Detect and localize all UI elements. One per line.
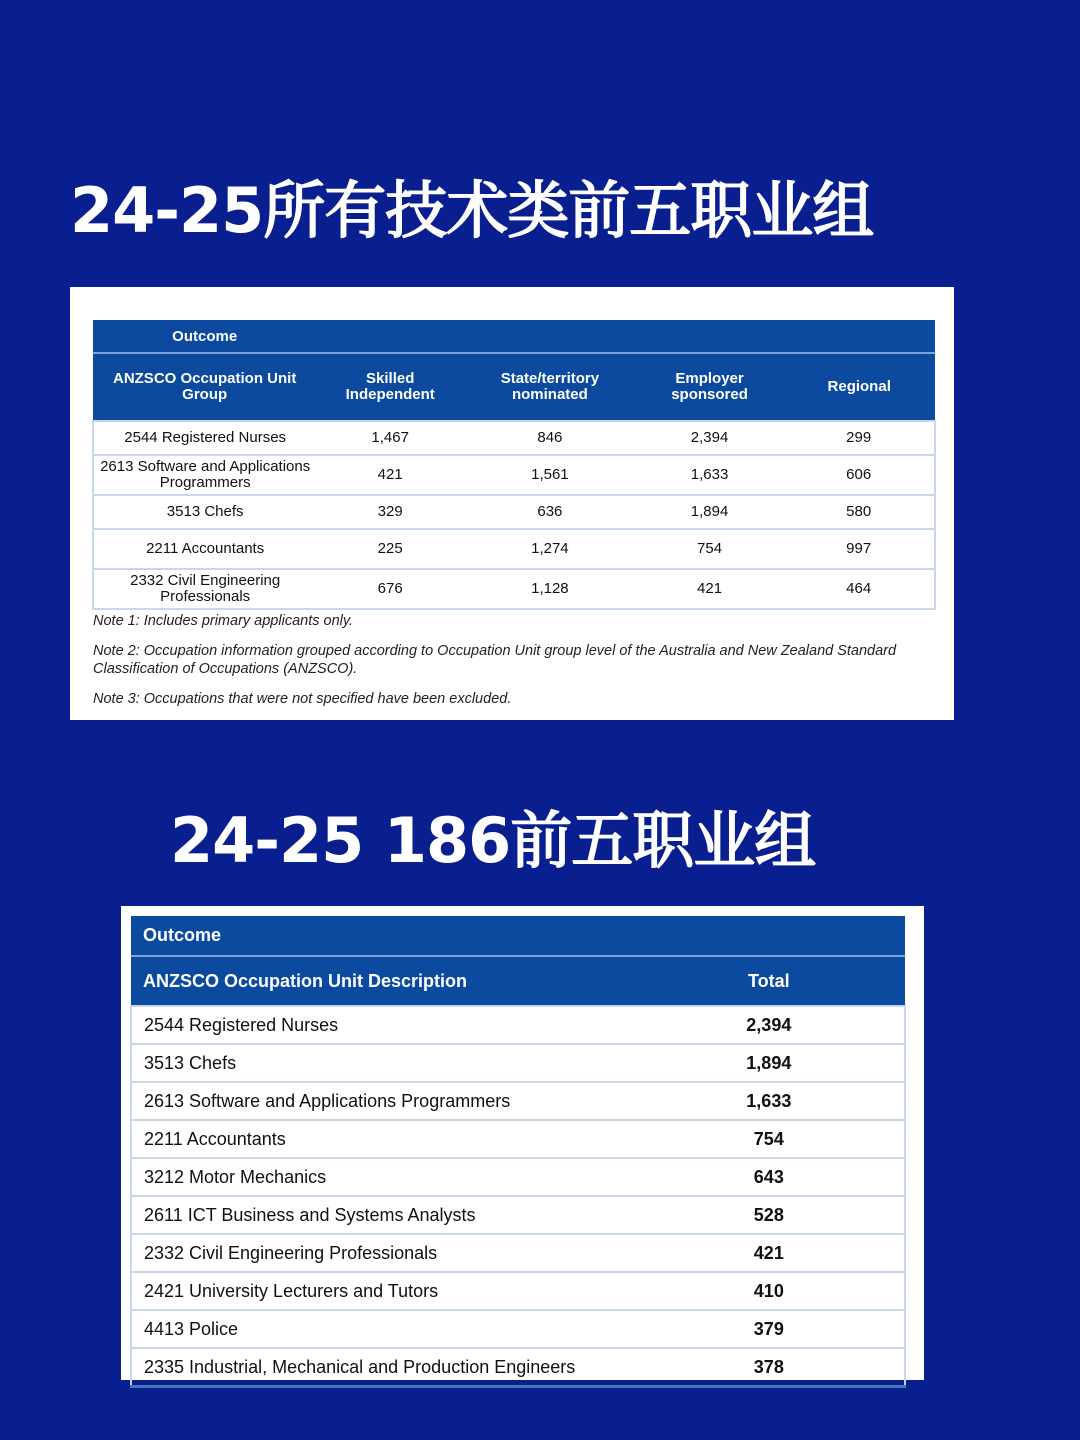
value-cell: 1,561 xyxy=(464,455,636,495)
employer-sponsored-table-panel xyxy=(121,906,924,1380)
value-cell: 606 xyxy=(783,455,935,495)
total-cell: 421 xyxy=(709,1234,829,1272)
outcome-header: Outcome xyxy=(93,320,316,353)
value-cell: 1,128 xyxy=(464,569,636,609)
value-cell: 464 xyxy=(783,569,935,609)
column-header-regional: Regional xyxy=(783,353,935,421)
note-3: Note 3: Occupations that were not specified have been excluded. xyxy=(93,691,512,707)
total-cell: 1,894 xyxy=(709,1044,829,1082)
column-header-state-nominated: State/territory nominated xyxy=(464,353,636,421)
occupation-cell: 2544 Registered Nurses xyxy=(131,1006,709,1044)
all-skilled-table-panel xyxy=(70,287,954,720)
column-header-occupation: ANZSCO Occupation Unit Group xyxy=(93,353,316,421)
occupation-cell: 4413 Police xyxy=(131,1310,709,1348)
table-row xyxy=(93,421,935,455)
table-row xyxy=(93,569,935,609)
table-notes xyxy=(93,612,933,720)
occupation-cell: 2211 Accountants xyxy=(131,1120,709,1158)
occupation-cell: 2332 Civil Engineering Professionals xyxy=(93,569,316,609)
table-row xyxy=(93,495,935,529)
total-cell: 643 xyxy=(709,1158,829,1196)
value-cell: 1,633 xyxy=(636,455,784,495)
table-row xyxy=(131,1196,905,1234)
value-cell: 225 xyxy=(316,529,464,569)
column-header-occupation: ANZSCO Occupation Unit Description xyxy=(131,956,709,1006)
value-cell: 421 xyxy=(316,455,464,495)
occupation-cell: 2613 Software and Applications Programmers xyxy=(131,1082,709,1120)
total-cell: 754 xyxy=(709,1120,829,1158)
table-row xyxy=(131,1082,905,1120)
page-heading-186: 24-25 186前五职业组 xyxy=(170,804,816,877)
occupation-cell: 3513 Chefs xyxy=(93,495,316,529)
table-row xyxy=(131,1348,905,1387)
page-heading-all-skilled: 24-25所有技术类前五职业组 xyxy=(70,174,874,247)
value-cell: 1,467 xyxy=(316,421,464,455)
value-cell: 636 xyxy=(464,495,636,529)
column-header-total: Total xyxy=(709,956,829,1006)
total-cell: 378 xyxy=(709,1348,829,1387)
table-row xyxy=(131,1158,905,1196)
value-cell: 846 xyxy=(464,421,636,455)
table-row xyxy=(131,1272,905,1310)
value-cell: 754 xyxy=(636,529,784,569)
table-row xyxy=(93,455,935,495)
value-cell: 580 xyxy=(783,495,935,529)
occupation-cell: 2613 Software and Applications Programmers xyxy=(93,455,316,495)
table-row xyxy=(131,1006,905,1044)
value-cell: 421 xyxy=(636,569,784,609)
all-skilled-occupation-table xyxy=(92,320,936,610)
occupation-cell: 3212 Motor Mechanics xyxy=(131,1158,709,1196)
occupation-cell: 2332 Civil Engineering Professionals xyxy=(131,1234,709,1272)
value-cell: 2,394 xyxy=(636,421,784,455)
total-cell: 1,633 xyxy=(709,1082,829,1120)
table-row xyxy=(131,1234,905,1272)
total-cell: 379 xyxy=(709,1310,829,1348)
value-cell: 1,894 xyxy=(636,495,784,529)
table-row xyxy=(131,1044,905,1082)
occupation-cell: 2544 Registered Nurses xyxy=(93,421,316,455)
outcome-header: Outcome xyxy=(131,916,905,956)
value-cell: 997 xyxy=(783,529,935,569)
column-header-employer-sponsored: Employer sponsored xyxy=(636,353,784,421)
table-row xyxy=(131,1310,905,1348)
note-2: Note 2: Occupation information grouped according to Occupation Unit group level of the Australia and New Zealand Standard Classification of Occupations (ANZSCO). xyxy=(93,643,897,677)
table-row xyxy=(131,1120,905,1158)
value-cell: 329 xyxy=(316,495,464,529)
occupation-cell: 3513 Chefs xyxy=(131,1044,709,1082)
total-cell: 528 xyxy=(709,1196,829,1234)
total-cell: 2,394 xyxy=(709,1006,829,1044)
note-1: Note 1: Includes primary applicants only. xyxy=(93,613,354,629)
total-cell: 410 xyxy=(709,1272,829,1310)
occupation-cell: 2211 Accountants xyxy=(93,529,316,569)
occupation-cell: 2335 Industrial, Mechanical and Production Engineers xyxy=(131,1348,709,1387)
occupation-cell: 2421 University Lecturers and Tutors xyxy=(131,1272,709,1310)
occupation-cell: 2611 ICT Business and Systems Analysts xyxy=(131,1196,709,1234)
table-row xyxy=(93,529,935,569)
value-cell: 299 xyxy=(783,421,935,455)
column-header-skilled-independent: Skilled Independent xyxy=(316,353,464,421)
value-cell: 676 xyxy=(316,569,464,609)
employer-sponsored-occupation-table xyxy=(130,916,906,1388)
value-cell: 1,274 xyxy=(464,529,636,569)
